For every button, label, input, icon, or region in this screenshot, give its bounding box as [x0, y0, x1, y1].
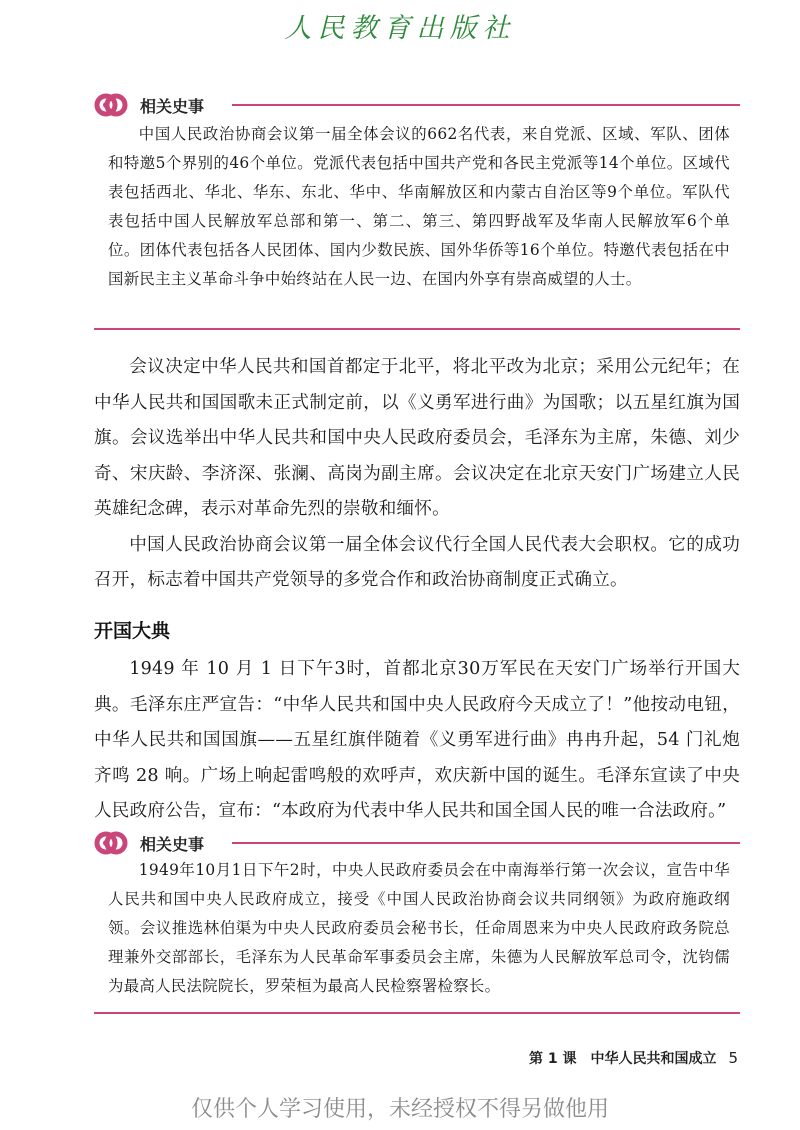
divider: [232, 842, 740, 844]
section-title: 开国大典: [94, 620, 171, 642]
related-history-header: [94, 826, 740, 860]
related-history-box: [108, 856, 730, 1001]
page-number: 5: [728, 1049, 738, 1067]
related-history-header: [94, 88, 740, 122]
main-body: [94, 350, 740, 599]
divider: [232, 104, 740, 106]
page-footer: [529, 1048, 738, 1068]
divider: [94, 1012, 740, 1014]
lesson-title: 第 1 课 中华人民共和国成立: [528, 1051, 717, 1067]
related-history-title: 相关史事: [140, 835, 205, 854]
related-history-box: [108, 120, 730, 294]
related-history-text: 中国人民政治协商会议第一届全体会议的662名代表，来自党派、区域、军队、团体和特邀5个界别的46个单位。党派代表包括中国共产党和各民主党派等14个单位。区域代表包括西北、华北、华东、东北、华中、华南解放区和内蒙古自治区等9个单位。军队代表包括中国人民解放军总部和第一、第二、第三、第四野战军及华南人民解放军6个单位。团体代表包括各人民团体、国内少数民族、国外华侨等16个单位。特邀代表包括在中国新民主主义革命斗争中始终站在人民一边、在国内外享有崇高威望的人士。: [108, 125, 730, 288]
paragraph: 中国人民政治协商会议第一届全体会议代行全国人民代表大会职权。它的成功召开，标志着中国共产党领导的多党合作和政治协商制度正式确立。: [94, 534, 740, 590]
related-history-title: 相关史事: [140, 97, 205, 116]
paragraph: 1949 年 10 月 1 日下午3时，首都北京30万军民在天安门广场举行开国大典。毛泽东庄严宣告：“中华人民共和国中央人民政府今天成立了！”他按动电钮，中华人民共和国国旗——五星红旗伴随着《义勇军进行曲》冉冉升起，54 门礼炮齐鸣 28 响。广场上响起雷鸣般的欢呼声，欢庆新中国的诞生。毛泽东宣读了中央人民政府公告，宣布：“本政府为代表中华人民共和国全国人民的唯一合法政府。”: [94, 659, 740, 821]
related-history-icon: [94, 826, 128, 860]
publisher-logo: 人民教育出版社: [284, 13, 516, 44]
section-body: [94, 652, 740, 830]
divider: [94, 328, 740, 330]
watermark: 仅供个人学习使用，未经授权不得另做他用: [190, 1097, 609, 1122]
paragraph: 会议决定中华人民共和国首都定于北平，将北平改为北京；采用公元纪年；在中华人民共和国国歌未正式制定前，以《义勇军进行曲》为国歌；以五星红旗为国旗。会议选举出中华人民共和国中央人民政府委员会，毛泽东为主席，朱德、刘少奇、宋庆龄、李济深、张澜、高岗为副主席。会议决定在北京天安门广场建立人民英雄纪念碑，表示对革命先烈的崇敬和缅怀。: [94, 357, 740, 519]
related-history-text: 1949年10月1日下午2时，中央人民政府委员会在中南海举行第一次会议，宣告中华人民共和国中央人民政府成立，接受《中国人民政治协商会议共同纲领》为政府施政纲领。会议推选林伯渠为中央人民政府委员会秘书长，任命周恩来为中央人民政府政务院总理兼外交部部长，毛泽东为人民革命军事委员会主席，朱德为人民解放军总司令，沈钧儒为最高人民法院院长，罗荣桓为最高人民检察署检察长。: [108, 861, 730, 995]
related-history-icon: [94, 88, 128, 122]
